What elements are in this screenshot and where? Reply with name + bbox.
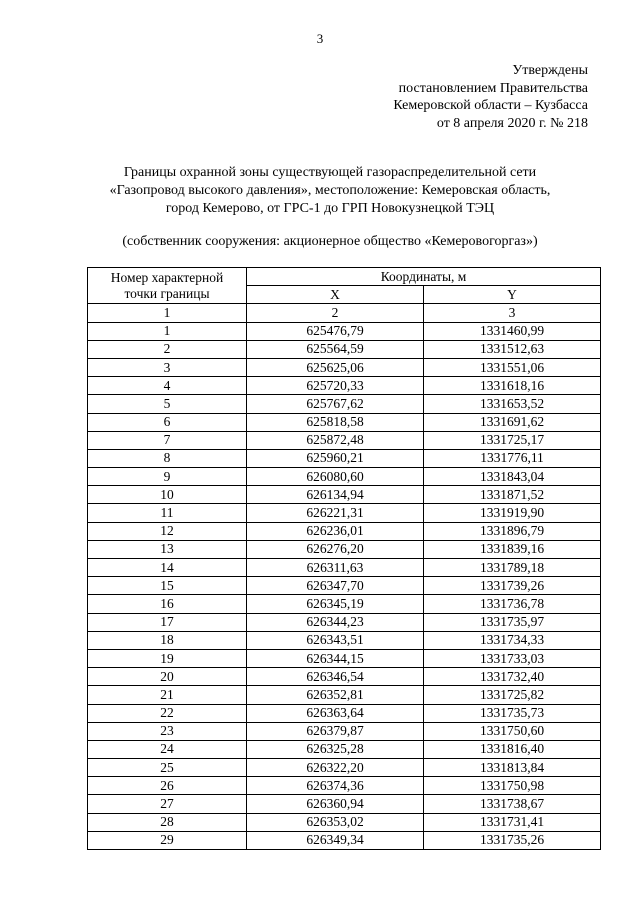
table-row (88, 468, 601, 486)
y-coordinate-cell: 1331735,26 (424, 831, 601, 849)
y-coordinate-cell: 1331736,78 (424, 595, 601, 613)
x-coordinate-cell: 626349,34 (247, 831, 424, 849)
point-number-cell: 2 (88, 340, 247, 358)
table-row (88, 831, 601, 849)
y-coordinate-cell: 1331551,06 (424, 358, 601, 376)
point-number-cell: 5 (88, 395, 247, 413)
column-header-point (88, 268, 247, 304)
point-number-cell: 15 (88, 577, 247, 595)
title-line: город Кемерово, от ГРС-1 до ГРП Новокузнецкой ТЭЦ (165, 201, 495, 216)
y-coordinate-cell: 1331843,04 (424, 468, 601, 486)
point-number-cell: 24 (88, 740, 247, 758)
column-index: 2 (247, 304, 424, 322)
y-coordinate-cell: 1331731,41 (424, 813, 601, 831)
point-number-cell: 22 (88, 704, 247, 722)
point-number-cell: 17 (88, 613, 247, 631)
y-coordinate-cell: 1331816,40 (424, 740, 601, 758)
column-header-point-line2: точки границы (124, 285, 210, 301)
y-coordinate-cell: 1331750,98 (424, 777, 601, 795)
table-row (88, 522, 601, 540)
table-row (88, 340, 601, 358)
table-row (88, 722, 601, 740)
x-coordinate-cell: 626360,94 (247, 795, 424, 813)
y-coordinate-cell: 1331733,03 (424, 649, 601, 667)
x-coordinate-cell: 625720,33 (247, 377, 424, 395)
y-coordinate-cell: 1331871,52 (424, 486, 601, 504)
x-coordinate-cell: 626344,15 (247, 649, 424, 667)
y-coordinate-cell: 1331618,16 (424, 377, 601, 395)
point-number-cell: 14 (88, 559, 247, 577)
y-coordinate-cell: 1331813,84 (424, 759, 601, 777)
x-coordinate-cell: 626221,31 (247, 504, 424, 522)
point-number-cell: 26 (88, 777, 247, 795)
x-coordinate-cell: 626276,20 (247, 540, 424, 558)
table-row (88, 595, 601, 613)
y-coordinate-cell: 1331735,97 (424, 613, 601, 631)
point-number-cell: 3 (88, 358, 247, 376)
x-coordinate-cell: 626363,64 (247, 704, 424, 722)
y-coordinate-cell: 1331739,26 (424, 577, 601, 595)
x-coordinate-cell: 626345,19 (247, 595, 424, 613)
title-line: «Газопровод высокого давления», местоположение: Кемеровская область, (109, 183, 551, 198)
y-coordinate-cell: 1331789,18 (424, 559, 601, 577)
table-row (88, 668, 601, 686)
y-coordinate-cell: 1331691,62 (424, 413, 601, 431)
y-coordinate-cell: 1331512,63 (424, 340, 601, 358)
point-number-cell: 25 (88, 759, 247, 777)
y-coordinate-cell: 1331732,40 (424, 668, 601, 686)
point-number-cell: 12 (88, 522, 247, 540)
x-coordinate-cell: 626344,23 (247, 613, 424, 631)
x-coordinate-cell: 626322,20 (247, 759, 424, 777)
table-row (88, 777, 601, 795)
table-row (88, 795, 601, 813)
x-coordinate-cell: 626236,01 (247, 522, 424, 540)
column-header-y: Y (424, 286, 601, 304)
column-header-x: X (247, 286, 424, 304)
x-coordinate-cell: 626325,28 (247, 740, 424, 758)
table-row (88, 486, 601, 504)
column-index: 1 (88, 304, 247, 322)
table-row (88, 413, 601, 431)
y-coordinate-cell: 1331919,90 (424, 504, 601, 522)
y-coordinate-cell: 1331839,16 (424, 540, 601, 558)
table-body (88, 322, 601, 849)
y-coordinate-cell: 1331738,67 (424, 795, 601, 813)
owner-note: (собственник сооружения: акционерное общество «Кемеровогоргаз») (122, 234, 538, 249)
point-number-cell: 16 (88, 595, 247, 613)
x-coordinate-cell: 626353,02 (247, 813, 424, 831)
approval-line: Утверждены (512, 63, 588, 78)
x-coordinate-cell: 625872,48 (247, 431, 424, 449)
table-row (88, 813, 601, 831)
table-row (88, 540, 601, 558)
column-header-coordinates: Координаты, м (247, 268, 601, 286)
table-row (88, 377, 601, 395)
table-row (88, 704, 601, 722)
table-row (88, 449, 601, 467)
table-row (88, 613, 601, 631)
point-number-cell: 6 (88, 413, 247, 431)
table-row (88, 759, 601, 777)
table-row (88, 431, 601, 449)
y-coordinate-cell: 1331460,99 (424, 322, 601, 340)
table-row (88, 395, 601, 413)
x-coordinate-cell: 625960,21 (247, 449, 424, 467)
point-number-cell: 23 (88, 722, 247, 740)
approval-line: от 8 апреля 2020 г. № 218 (436, 115, 588, 131)
y-coordinate-cell: 1331735,73 (424, 704, 601, 722)
table-row (88, 686, 601, 704)
point-number-cell: 11 (88, 504, 247, 522)
y-coordinate-cell: 1331725,82 (424, 686, 601, 704)
table-row (88, 740, 601, 758)
x-coordinate-cell: 625767,62 (247, 395, 424, 413)
page-number: 3 (316, 31, 324, 46)
x-coordinate-cell: 626311,63 (247, 559, 424, 577)
approval-line: Кемеровской области – Кузбасса (393, 98, 588, 113)
x-coordinate-cell: 626379,87 (247, 722, 424, 740)
point-number-cell: 28 (88, 813, 247, 831)
document-title (60, 164, 600, 218)
y-coordinate-cell: 1331750,60 (424, 722, 601, 740)
point-number-cell: 21 (88, 686, 247, 704)
y-coordinate-cell: 1331896,79 (424, 522, 601, 540)
y-coordinate-cell: 1331653,52 (424, 395, 601, 413)
point-number-cell: 7 (88, 431, 247, 449)
y-coordinate-cell: 1331734,33 (424, 631, 601, 649)
approval-block (340, 62, 588, 132)
point-number-cell: 20 (88, 668, 247, 686)
point-number-cell: 9 (88, 468, 247, 486)
point-number-cell: 13 (88, 540, 247, 558)
x-coordinate-cell: 626352,81 (247, 686, 424, 704)
table-row (88, 577, 601, 595)
point-number-cell: 8 (88, 449, 247, 467)
coordinates-table (87, 267, 601, 850)
point-number-cell: 4 (88, 377, 247, 395)
title-line: Границы охранной зоны существующей газораспределительной сети (123, 165, 537, 180)
column-header-point-line1: Номер характерной (110, 269, 224, 285)
x-coordinate-cell: 626343,51 (247, 631, 424, 649)
table-row (88, 358, 601, 376)
column-index: 3 (424, 304, 601, 322)
approval-line: постановлением Правительства (398, 80, 588, 96)
table-row (88, 631, 601, 649)
x-coordinate-cell: 625625,06 (247, 358, 424, 376)
x-coordinate-cell: 625476,79 (247, 322, 424, 340)
table-row (88, 504, 601, 522)
point-number-cell: 10 (88, 486, 247, 504)
x-coordinate-cell: 626347,70 (247, 577, 424, 595)
x-coordinate-cell: 625818,58 (247, 413, 424, 431)
point-number-cell: 18 (88, 631, 247, 649)
point-number-cell: 19 (88, 649, 247, 667)
x-coordinate-cell: 626134,94 (247, 486, 424, 504)
y-coordinate-cell: 1331776,11 (424, 449, 601, 467)
point-number-cell: 29 (88, 831, 247, 849)
x-coordinate-cell: 626374,36 (247, 777, 424, 795)
table-row (88, 322, 601, 340)
x-coordinate-cell: 625564,59 (247, 340, 424, 358)
point-number-cell: 1 (88, 322, 247, 340)
y-coordinate-cell: 1331725,17 (424, 431, 601, 449)
point-number-cell: 27 (88, 795, 247, 813)
table-row (88, 559, 601, 577)
table-row (88, 649, 601, 667)
x-coordinate-cell: 626080,60 (247, 468, 424, 486)
x-coordinate-cell: 626346,54 (247, 668, 424, 686)
